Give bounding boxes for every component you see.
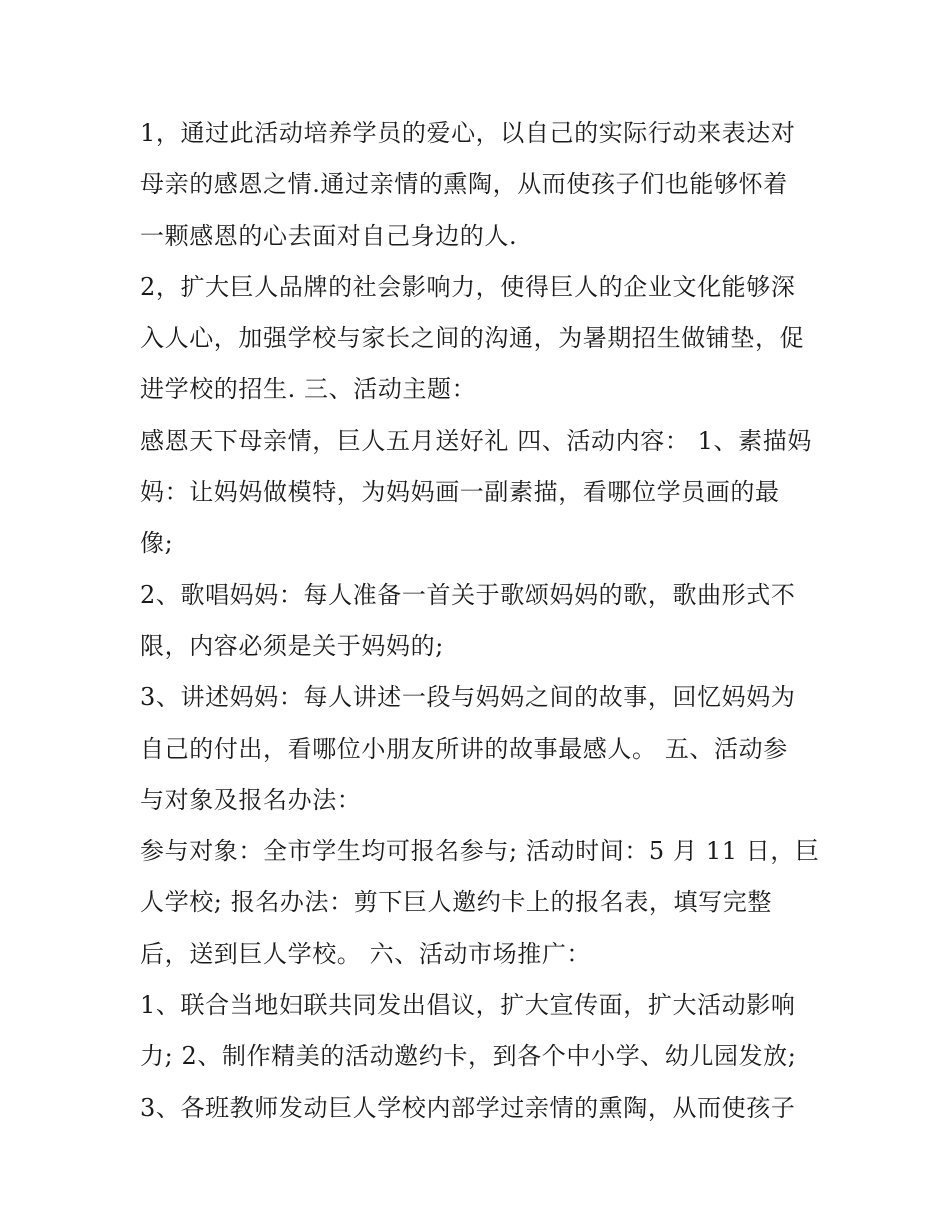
text-line: 人学校; 报名办法：剪下巨人邀约卡上的报名表，填写完整 (140, 888, 772, 917)
text-line: 与对象及报名办法： (140, 785, 362, 814)
text-line: 参与对象：全市学生均可报名参与; 活动时间：5 月 11 日，巨 (140, 837, 820, 866)
text-line: 1，通过此活动培养学员的爱心，以自己的实际行动来表达对 (140, 119, 796, 147)
text-line: 一颗感恩的心去面对自己身边的人. (140, 221, 518, 250)
text-line: 限，内容必须是关于妈妈的; (140, 631, 444, 660)
text-line: 2、歌唱妈妈：每人准备一首关于歌颂妈妈的歌，歌曲形式不 (140, 580, 796, 609)
text-line: 入人心，加强学校与家长之间的沟通，为暑期招生做铺垫，促 (140, 324, 805, 353)
document-body (140, 108, 830, 1134)
text-line: 2，扩大巨人品牌的社会影响力，使得巨人的企业文化能够深 (140, 272, 796, 301)
text-line: 1、联合当地妇联共同发出倡议，扩大宣传面，扩大活动影响 (140, 991, 796, 1020)
text-line: 进学校的招生. 三、活动主题： (140, 375, 477, 404)
text-line: 感恩天下母亲情，巨人五月送好礼 四、活动内容： 1、素描妈 (140, 426, 812, 455)
text-line: 妈：让妈妈做模特，为妈妈画一副素描，看哪位学员画的最 (140, 478, 780, 507)
text-line: 3、各班教师发动巨人学校内部学过亲情的熏陶，从而使孩子 (140, 1093, 796, 1122)
text-line: 3、讲述妈妈：每人讲述一段与妈妈之间的故事，回忆妈妈为 (140, 683, 796, 712)
text-line: 自己的付出，看哪位小朋友所讲的故事最感人。 五、活动参 (140, 734, 788, 763)
text-line: 像; (140, 529, 174, 558)
text-line: 后，送到巨人学校。 六、活动市场推广： (140, 939, 592, 968)
text-line: 母亲的感恩之情.通过亲情的熏陶，从而使孩子们也能够怀着 (140, 170, 788, 199)
text-line: 力; 2、制作精美的活动邀约卡，到各个中小学、幼儿园发放; (140, 1042, 797, 1071)
